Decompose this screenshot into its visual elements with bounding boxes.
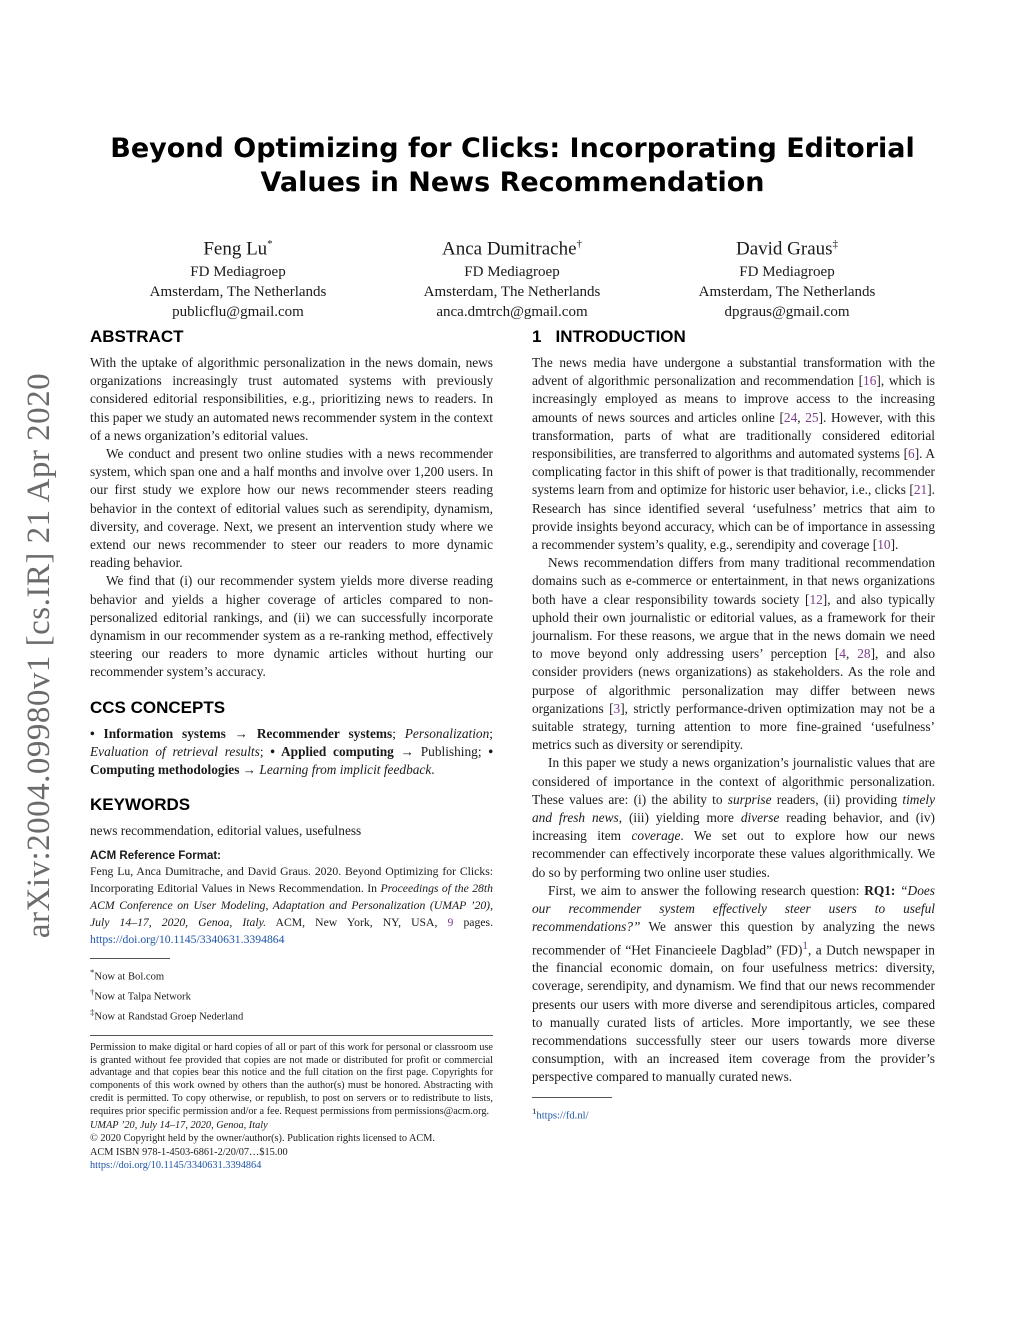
- footnote: $^1$https://fd.nl/: [532, 1105, 589, 1122]
- author-location: Amsterdam, The Netherlands: [149, 284, 327, 301]
- left-column: [90, 327, 493, 1172]
- footnote: ‡Now at Randstad Groep Nederland: [90, 1006, 244, 1023]
- citation-link[interactable]: 10: [877, 537, 891, 553]
- author-name: David Graus‡: [735, 238, 839, 260]
- author-location: Amsterdam, The Netherlands: [698, 284, 876, 301]
- footnote: †Now at Talpa Network: [90, 987, 191, 1003]
- citation-link[interactable]: 3: [613, 700, 621, 716]
- author-mark: ‡: [832, 238, 839, 250]
- keywords-text: news recommendation, editorial values, usefulness: [90, 823, 362, 839]
- paper-title: Beyond Optimizing for Clicks: Incorporating Editorial Values in News Recommendation: [110, 133, 915, 198]
- doi-link[interactable]: https://doi.org/10.1145/3340631.3394864: [90, 1159, 262, 1171]
- footnote-rule: [90, 958, 170, 959]
- author-location: Amsterdam, The Netherlands: [423, 284, 601, 301]
- permission-rule: [90, 1035, 493, 1036]
- isbn-line: ACM ISBN 978-1-4503-6861-2/20/07…$15.00: [90, 1146, 288, 1158]
- right-column: [532, 327, 935, 1123]
- intro-paragraph: The news media have undergone a substantial transformation with the advent of algorithmic personalization and recommendation [16], which is increasingly employed as means to improve access to the increasing amounts of news sources and articles online [24, 25]. However, with this transformation, parts of what are traditionally considered editorial responsibilities, are transferred to algorithms and automated systems [6]. A complicating factor in this shift of power is that traditionally, recommender systems learn from and optimize for historic user behavior, i.e., clicks [21]. Research has since identified several ‘usefulness’ metrics that aim to provide insights beyond accuracy, which can be of importance in assessing a recommender system’s quality, e.g., serendipity and coverage [10].: [532, 355, 936, 553]
- ccs-concepts: • Information systems → Recommender systems; Personalization; Evaluation of retrieval results; • Applied computing → Publishing; • Computing methodologies → Learning from implicit feedback.: [90, 725, 493, 778]
- author-email: anca.dmtrch@gmail.com: [436, 304, 588, 321]
- author-email: dpgraus@gmail.com: [724, 304, 850, 321]
- reference-format-heading: ACM Reference Format:: [90, 850, 221, 863]
- ccs-heading: CCS CONCEPTS: [90, 697, 226, 717]
- publication-meta: [90, 1119, 493, 1172]
- footnote-rule: [532, 1097, 612, 1098]
- author-org: FD Mediagroep: [464, 264, 560, 281]
- intro-paragraph: News recommendation differs from many traditional recommendation domains such as e-commerce or entertainment, in that news organizations both have a clear responsibility towards society [12], and also typically uphold their own journalistic or editorial values, as a framework for their journalism. For these reasons, we argue that in the news domain we need to move beyond only addressing users’ perception [4, 28], and also consider providers (news organizations) as stakeholders. As the role and purpose of algorithmic personalization may differ between news organizations [3], strictly performance-driven optimization may not be a suitable strategy, turning attention to more fine-grained ‘usefulness’ metrics such as diversity or serendipity.: [532, 555, 936, 753]
- doi-link[interactable]: https://doi.org/10.1145/3340631.3394864: [90, 932, 285, 946]
- footnote-url-link[interactable]: https://fd.nl/: [536, 1110, 589, 1122]
- author-name: Anca Dumitrache†: [441, 238, 583, 260]
- citation-link[interactable]: 4: [839, 646, 846, 662]
- author-email: publicflu@gmail.com: [172, 304, 304, 321]
- reference-format-text: Feng Lu, Anca Dumitrache, and David Graus. 2020. Beyond Optimizing for Clicks: Incorporating Editorial Values in News Recommendation. In Proceedings of the 28th ACM Conference on User Modeling, Adaptation and Personalization (UMAP ’20), July 14–17, 2020, Genoa, Italy. ACM, New York, NY, USA, 9 pages. https://doi.org/10.1145/3340631.3394864: [90, 865, 493, 946]
- author-footnotes: [90, 965, 493, 1024]
- author-mark: †: [576, 238, 583, 250]
- citation-link[interactable]: 28: [857, 646, 871, 662]
- citation-link[interactable]: 6: [908, 446, 915, 462]
- arxiv-identifier: [22, 365, 58, 945]
- intro-paragraph: First, we aim to answer the following research question: RQ1: “Does our recommender system effectively steer users to useful recommendations?” We answer this question by analyzing the news recommender of “Het Financieele Dagblad” (FD)$^1$, a Dutch newspaper in the financial economic domain, on four usefulness metrics: diversity, coverage, serendipity, and dynamism. We find that our news recommender presents our users with more diverse and serendipitous articles, compared to manually curated lists of articles. More importantly, we see these recommendations successfully steer our users towards more diverse consumption, with an increased item coverage from the provider’s perspective compared to manually curated news.: [532, 882, 935, 1085]
- author-block: [387, 231, 637, 322]
- author-org: FD Mediagroep: [739, 264, 835, 281]
- abstract-heading: ABSTRACT: [90, 327, 184, 346]
- author-org: FD Mediagroep: [190, 264, 286, 281]
- intro-paragraph: In this paper we study a news organization’s journalistic values that are considered of importance in the context of algorithmic personalization. These values are: (i) the ability to surprise readers, (ii) providing timely and fresh news, (iii) yielding more diverse reading behavior, and (iv) increasing item coverage. We set out to explore how our news recommender can effectively incorporate these values algorithmically. We do so by performing two online user studies.: [532, 755, 935, 880]
- citation-link[interactable]: 12: [809, 591, 823, 607]
- abstract-paragraph: We find that (i) our recommender system yields more diverse reading behavior and yields a higher coverage of articles compared to non-personalized editorial rankings, and (ii) we can successfully incorporate dynamism in our recommender system as a re-ranking method, effectively steering our readers to more dynamic articles without hurting our recommender system’s accuracy.: [90, 573, 493, 680]
- citation-link[interactable]: 24: [783, 409, 798, 425]
- permission-notice: Permission to make digital or hard copies of all or part of this work for personal or classroom use is granted without fee provided that copies are not made or distributed for profit or commercial advantage and that copies bear this notice and the full citation on the first page. Copyrights for components of this work owned by others than the author(s) must be honored. Abstracting with credit is permitted. To copy otherwise, or republish, to post on servers or to redistribute to lists, requires prior specific permission and/or a fee. Request permissions from permissions@acm.org.: [90, 1041, 493, 1118]
- citation-link[interactable]: 25: [805, 409, 819, 425]
- venue-line: UMAP ’20, July 14–17, 2020, Genoa, Italy: [90, 1120, 268, 1132]
- author-block: [662, 231, 912, 322]
- citation-link[interactable]: 21: [913, 482, 928, 498]
- author-name: Feng Lu*: [203, 238, 273, 260]
- author-block: [113, 231, 363, 322]
- footnote: *Now at Bol.com: [90, 967, 165, 983]
- abstract-paragraph: With the uptake of algorithmic personalization in the news domain, news organizations increasingly trust automated systems with previously considered editorial responsibilities, e.g., prioritizing news to readers. In this paper we study an automated news recommender system in the context of a news organization’s editorial values.: [90, 355, 493, 443]
- pages-link[interactable]: 9: [447, 915, 454, 929]
- abstract-paragraph: We conduct and present two online studies with a news recommender system, which span one and a half months and involve over 1,200 users. In our first study we explore how our news recommender steers reading behavior in the context of editorial values such as serendipity, dynamism, diversity, and coverage. Next, we present an intervention study where we extend our news recommender to steer our readers to more dynamic reading behavior.: [90, 446, 493, 571]
- arxiv-identifier-text: arXiv:2004.09980v1 [cs.IR] 21 Apr 2020: [21, 372, 58, 938]
- intro-heading: 1 INTRODUCTION: [532, 327, 686, 346]
- copyright-line: © 2020 Copyright held by the owner/author(s). Publication rights licensed to ACM.: [90, 1133, 436, 1145]
- author-mark: *: [267, 238, 273, 250]
- keywords-heading: KEYWORDS: [90, 795, 191, 815]
- footnote-ref[interactable]: 1: [802, 939, 808, 952]
- citation-link[interactable]: 16: [863, 373, 877, 389]
